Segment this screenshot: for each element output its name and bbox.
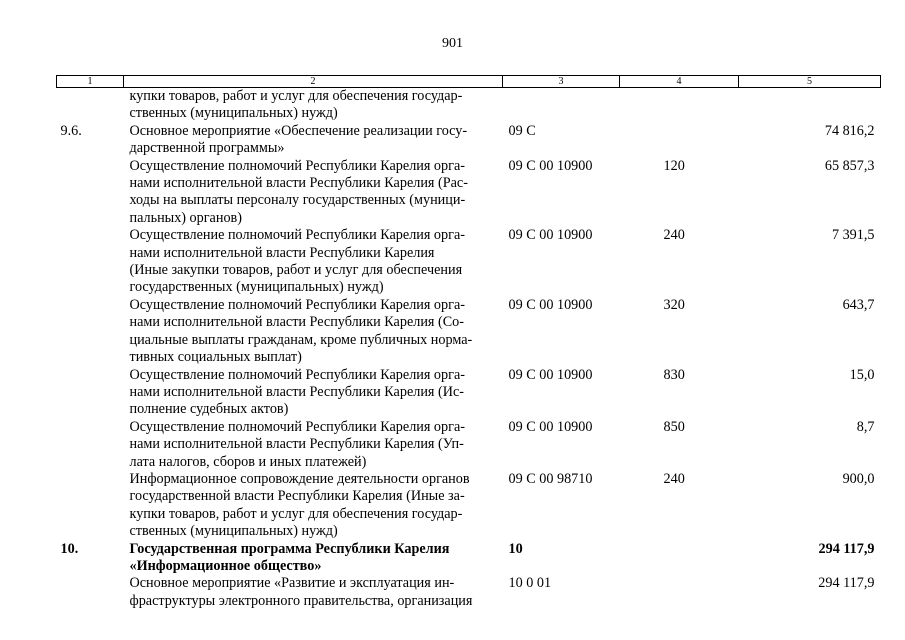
target-article-code-text: 09 С 00 10900 xyxy=(508,157,593,174)
row-number xyxy=(57,227,124,297)
table-row xyxy=(57,123,881,158)
column-header: 5 xyxy=(739,76,881,88)
table-row xyxy=(57,158,881,228)
amount-text: 7 391,5 xyxy=(831,227,875,244)
expense-name-line: полнение судебных актов) xyxy=(129,401,289,418)
row-number xyxy=(57,471,124,541)
expense-type-code-text: 830 xyxy=(663,366,685,383)
expense-name-line: фраструктуры электронного правительства, организация xyxy=(129,592,473,609)
target-article-code-text: 10 xyxy=(508,540,523,557)
expense-name xyxy=(124,541,503,576)
table-row xyxy=(57,88,881,123)
table-row xyxy=(57,471,881,541)
expense-name xyxy=(124,227,503,297)
expense-name-line: Осуществление полномочий Республики Карелия орга- xyxy=(129,157,465,174)
expense-name-line: циальные выплаты гражданам, кроме публичных норма- xyxy=(129,331,473,348)
expense-name-line: Осуществление полномочий Республики Карелия орга- xyxy=(129,366,465,383)
expense-name xyxy=(124,575,503,610)
amount xyxy=(739,123,881,158)
row-number xyxy=(57,367,124,419)
expense-name-line: нами исполнительной власти Республики Карелия xyxy=(129,244,435,261)
row-number xyxy=(57,297,124,367)
expense-name xyxy=(124,297,503,367)
expense-name xyxy=(124,158,503,228)
column-header: 1 xyxy=(57,76,124,88)
expense-name-line: купки товаров, работ и услуг для обеспечения государ- xyxy=(129,88,463,104)
expense-name xyxy=(124,471,503,541)
table-row xyxy=(57,541,881,576)
expense-name xyxy=(124,123,503,158)
expense-name-line: Осуществление полномочий Республики Карелия орга- xyxy=(129,227,465,244)
target-article-code xyxy=(503,123,620,158)
target-article-code-text: 09 С 00 10900 xyxy=(508,418,593,435)
amount xyxy=(739,227,881,297)
amount xyxy=(739,471,881,541)
expense-name-line: ходы на выплаты персоналу государственных (муници- xyxy=(129,192,466,209)
row-number-text: 10. xyxy=(60,540,79,557)
expense-name-line: пальных) органов) xyxy=(129,209,242,226)
expense-name-line: Осуществление полномочий Республики Карелия орга- xyxy=(129,296,465,313)
expense-name xyxy=(124,367,503,419)
expense-name-line: купки товаров, работ и услуг для обеспечения государ- xyxy=(129,505,463,522)
amount xyxy=(739,575,881,610)
expense-name-line: ственных (муниципальных) нужд) xyxy=(129,105,338,122)
amount-text: 15,0 xyxy=(849,366,875,383)
target-article-code xyxy=(503,88,620,123)
target-article-code xyxy=(503,541,620,576)
expense-type-code xyxy=(620,471,739,541)
table-header xyxy=(57,76,881,88)
expense-name-line: нами исполнительной власти Республики Карелия (Рас- xyxy=(129,175,468,192)
table-row xyxy=(57,575,881,610)
expense-name-line: Основное мероприятие «Обеспечение реализации госу- xyxy=(129,122,468,139)
amount-text: 294 117,9 xyxy=(818,540,875,557)
target-article-code xyxy=(503,367,620,419)
expense-name-line: государственной власти Республики Карелия (Иные за- xyxy=(129,488,465,505)
expense-type-code-text: 850 xyxy=(663,418,685,435)
target-article-code-text: 09 С 00 10900 xyxy=(508,227,593,244)
row-number xyxy=(57,419,124,471)
expense-name-line: Осуществление полномочий Республики Карелия орга- xyxy=(129,418,465,435)
expense-name-line: Информационное сопровождение деятельности органов xyxy=(129,470,470,487)
target-article-code xyxy=(503,419,620,471)
target-article-code-text: 10 0 01 xyxy=(508,575,552,592)
target-article-code xyxy=(503,158,620,228)
expense-type-code xyxy=(620,419,739,471)
amount xyxy=(739,367,881,419)
expense-name-line: нами исполнительной власти Республики Карелия (Уп- xyxy=(129,436,464,453)
target-article-code-text: 09 С 00 10900 xyxy=(508,296,593,313)
table-body xyxy=(57,88,881,611)
target-article-code xyxy=(503,575,620,610)
expense-type-code xyxy=(620,227,739,297)
expense-name xyxy=(124,419,503,471)
table-row xyxy=(57,419,881,471)
amount xyxy=(739,158,881,228)
expense-type-code xyxy=(620,297,739,367)
expense-type-code-text: 120 xyxy=(663,157,685,174)
amount xyxy=(739,297,881,367)
column-header: 4 xyxy=(620,76,739,88)
expense-name-line: лата налогов, сборов и иных платежей) xyxy=(129,453,367,470)
row-number-text: 9.6. xyxy=(60,122,82,139)
expense-type-code-text: 240 xyxy=(663,470,685,487)
table-row xyxy=(57,367,881,419)
row-number xyxy=(57,88,124,123)
amount-text: 643,7 xyxy=(842,296,875,313)
expense-type-code-text: 320 xyxy=(663,296,685,313)
target-article-code-text: 09 С xyxy=(508,122,536,139)
expense-name-line: государственных (муниципальных) нужд) xyxy=(129,279,384,296)
expense-name-line: дарственной программы» xyxy=(129,140,285,157)
target-article-code xyxy=(503,227,620,297)
expense-type-code xyxy=(620,123,739,158)
expense-name-line: ственных (муниципальных) нужд) xyxy=(129,523,338,540)
target-article-code xyxy=(503,297,620,367)
target-article-code xyxy=(503,471,620,541)
row-number xyxy=(57,541,124,576)
row-number xyxy=(57,123,124,158)
amount-text: 65 857,3 xyxy=(824,157,875,174)
column-header: 3 xyxy=(503,76,620,88)
page-number: 901 xyxy=(442,36,463,51)
amount-text: 900,0 xyxy=(842,470,875,487)
amount xyxy=(739,88,881,123)
expense-name-line: нами исполнительной власти Республики Карелия (Со- xyxy=(129,314,464,331)
column-number-row xyxy=(57,76,881,88)
table-row xyxy=(57,227,881,297)
target-article-code-text: 09 С 00 98710 xyxy=(508,470,593,487)
amount xyxy=(739,541,881,576)
expense-name-line: «Информационное общество» xyxy=(129,557,322,574)
expense-type-code xyxy=(620,88,739,123)
expense-type-code-text: 240 xyxy=(663,227,685,244)
expense-name-line: тивных социальных выплат) xyxy=(129,349,302,366)
expense-type-code xyxy=(620,367,739,419)
expense-name-line: нами исполнительной власти Республики Карелия (Ис- xyxy=(129,383,464,400)
expense-type-code xyxy=(620,158,739,228)
expense-type-code xyxy=(620,541,739,576)
table-row xyxy=(57,297,881,367)
row-number xyxy=(57,575,124,610)
expense-type-code xyxy=(620,575,739,610)
expense-name-line: Государственная программа Республики Карелия xyxy=(129,540,450,557)
expense-name-line: Основное мероприятие «Развитие и эксплуатация ин- xyxy=(129,575,455,592)
row-number xyxy=(57,158,124,228)
expense-name xyxy=(124,88,503,123)
column-header: 2 xyxy=(124,76,503,88)
expense-name-line: (Иные закупки товаров, работ и услуг для обеспечения xyxy=(129,262,463,279)
budget-table xyxy=(56,75,881,610)
amount-text: 294 117,9 xyxy=(818,575,875,592)
target-article-code-text: 09 С 00 10900 xyxy=(508,366,593,383)
amount-text: 8,7 xyxy=(856,418,875,435)
amount xyxy=(739,419,881,471)
amount-text: 74 816,2 xyxy=(824,122,875,139)
